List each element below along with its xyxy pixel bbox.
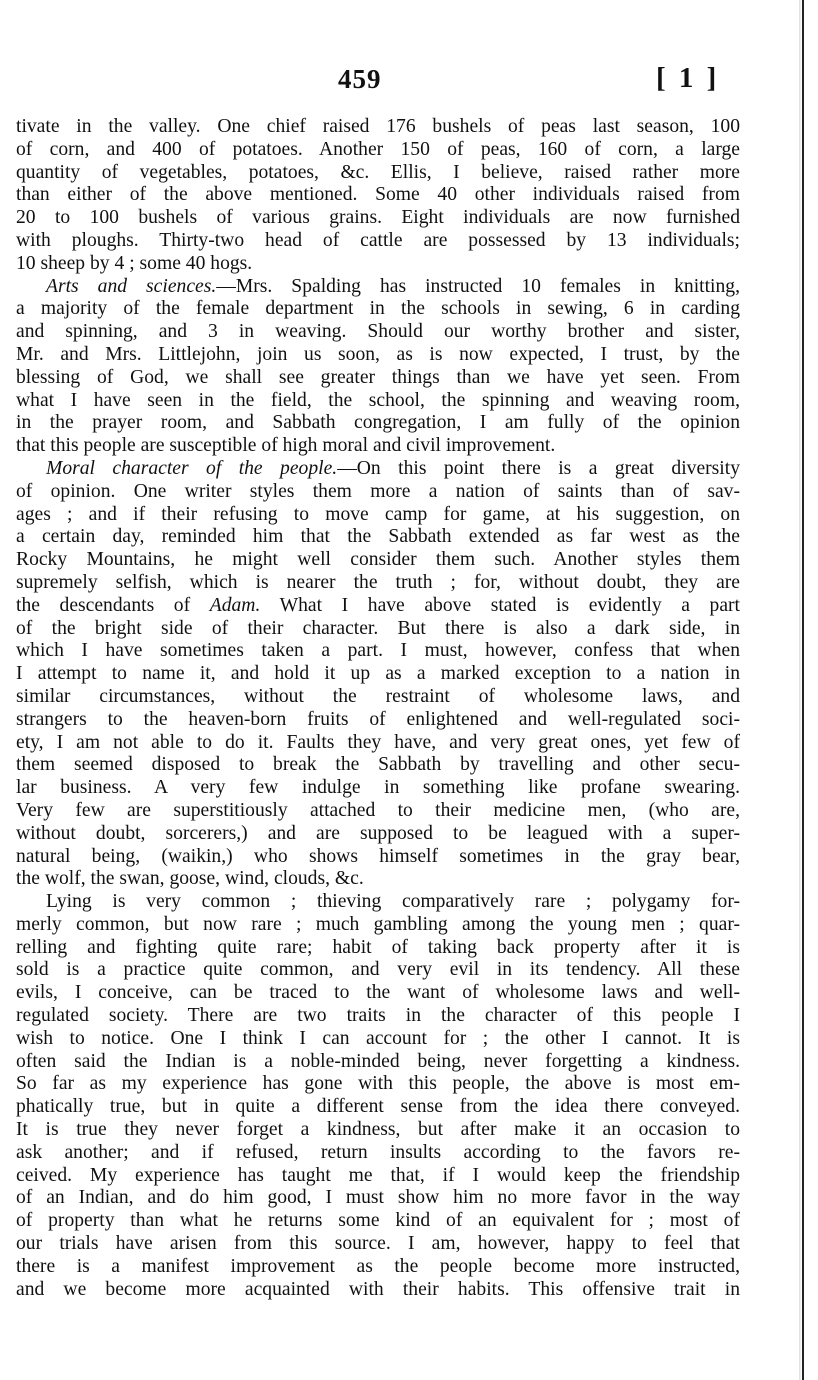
paragraph-traits — [16, 891, 740, 1301]
text-line: quantity of vegetables, potatoes, &c. Ellis, I believe, raised rather more — [16, 161, 740, 183]
text-run: the descendants of — [16, 594, 210, 616]
text-line — [16, 276, 740, 299]
text-line: what I have seen in the field, the school, the spinning and weaving room, — [16, 389, 740, 411]
text-line — [16, 458, 740, 481]
section-heading: Moral character of the people. — [46, 457, 338, 479]
text-line: of corn, and 400 of potatoes. Another 150 of peas, 160 of corn, a large — [16, 138, 740, 160]
text-line: that this people are susceptible of high moral and civil improvement. — [16, 435, 556, 457]
paragraph-arts-and-sciences — [16, 276, 740, 458]
paragraph-agriculture — [16, 116, 740, 276]
page-edge — [802, 0, 818, 1380]
text-line: without doubt, sorcerers,) and are supposed to be leagued with a super- — [16, 822, 740, 844]
emphasis-adam: Adam. — [209, 594, 261, 616]
text-line: of the bright side of their character. But there is also a dark side, in — [16, 617, 740, 639]
text-line: them seemed disposed to break the Sabbath by travelling and other secu- — [16, 754, 740, 776]
text-line: tivate in the valley. One chief raised 176 bushels of peas last season, 100 — [16, 116, 740, 137]
text-line: and we become more acquainted with their habits. This offensive trait in — [16, 1278, 740, 1300]
text-line: natural being, (waikin,) who shows himself sometimes in the gray bear, — [16, 845, 740, 867]
text-line: which I have sometimes taken a part. I must, however, confess that when — [16, 640, 740, 662]
text-line: and spinning, and 3 in weaving. Should our worthy brother and sister, — [16, 321, 740, 343]
page-number: 459 — [338, 64, 382, 94]
text-line: 20 to 100 bushels of various grains. Eight individuals are now furnished — [16, 207, 740, 229]
document-page — [16, 60, 740, 1301]
text-line: ety, I am not able to do it. Faults they have, and very great ones, yet few of — [16, 731, 740, 753]
text-line: the wolf, the swan, goose, wind, clouds, &c. — [16, 868, 364, 890]
text-run: —On this point there is a great diversity — [337, 457, 740, 479]
text-line: a majority of the female department in the schools in sewing, 6 in carding — [16, 298, 740, 320]
text-line: in the prayer room, and Sabbath congregation, I am fully of the opinion — [16, 412, 740, 434]
text-line: Lying is very common ; thieving comparatively rare ; polygamy for- — [46, 891, 740, 913]
text-line: similar circumstances, without the restraint of wholesome laws, and — [16, 685, 740, 707]
text-line: often said the Indian is a noble-minded being, never forgetting a kindness. — [16, 1050, 740, 1072]
text-line: Rocky Mountains, he might well consider them such. Another styles them — [16, 549, 740, 571]
text-line: It is true they never forget a kindness, but after make it an occasion to — [16, 1119, 740, 1141]
text-line: blessing of God, we shall see greater things than we have yet seen. From — [16, 366, 740, 388]
text-line: wish to notice. One I think I can account for ; the other I cannot. It is — [16, 1027, 740, 1049]
text-line: ages ; and if their refusing to move camp for game, at his suggestion, on — [16, 503, 740, 525]
text-line: of opinion. One writer styles them more a nation of saints than of sav- — [16, 480, 740, 502]
section-heading: Arts and sciences. — [46, 275, 217, 297]
text-line: 10 sheep by 4 ; some 40 hogs. — [16, 252, 253, 274]
text-line: I attempt to name it, and hold it up as a marked exception to a nation in — [16, 663, 740, 685]
text-line: phatically true, but in quite a different sense from the idea there conveyed. — [16, 1096, 740, 1118]
text-line: merly common, but now rare ; much gambling among the young men ; quar- — [16, 913, 740, 935]
text-line: there is a manifest improvement as the people become more instructed, — [16, 1255, 740, 1277]
text-line: our trials have arisen from this source. I am, however, happy to feel that — [16, 1233, 740, 1255]
text-line: of an Indian, and do him good, I must show him no more favor in the way — [16, 1187, 740, 1209]
text-line: than either of the above mentioned. Some 40 other individuals raised from — [16, 184, 740, 206]
text-line: Very few are superstitiously attached to their medicine men, (who are, — [16, 799, 740, 821]
text-line: with ploughs. Thirty-two head of cattle are possessed by 13 individuals; — [16, 229, 740, 251]
text-line: regulated society. There are two traits in the character of this people I — [16, 1005, 740, 1027]
text-line: supremely selfish, which is nearer the truth ; for, without doubt, they are — [16, 571, 740, 593]
text-line: strangers to the heaven-born fruits of enlightened and well-regulated soci- — [16, 708, 740, 730]
text-line: of property than what he returns some kind of an equivalent for ; most of — [16, 1210, 740, 1232]
text-run: —Mrs. Spalding has instructed 10 females in knitting, — [216, 275, 740, 297]
text-line: ceived. My experience has taught me that, if I would keep the friendship — [16, 1164, 740, 1186]
text-line: a certain day, reminded him that the Sabbath extended as far west as the — [16, 526, 740, 548]
text-line: ask another; and if refused, return insults according to the favors re- — [16, 1141, 740, 1163]
text-line — [16, 595, 740, 618]
text-line: Mr. and Mrs. Littlejohn, join us soon, as is now expected, I trust, by the — [16, 343, 740, 365]
signature-mark: [ 1 ] — [656, 62, 720, 94]
text-line: sold is a practice quite common, and very evil in its tendency. All these — [16, 959, 740, 981]
paragraph-moral-character — [16, 458, 740, 891]
running-head — [16, 60, 740, 116]
text-line: evils, I conceive, can be traced to the want of wholesome laws and well- — [16, 982, 740, 1004]
body-text — [16, 116, 740, 1301]
text-line: So far as my experience has gone with this people, the above is most em- — [16, 1073, 740, 1095]
text-line: relling and fighting quite rare; habit of taking back property after it is — [16, 936, 740, 958]
text-run: What I have above stated is evidently a part — [260, 594, 740, 616]
text-line: lar business. A very few indulge in something like profane swearing. — [16, 777, 740, 799]
